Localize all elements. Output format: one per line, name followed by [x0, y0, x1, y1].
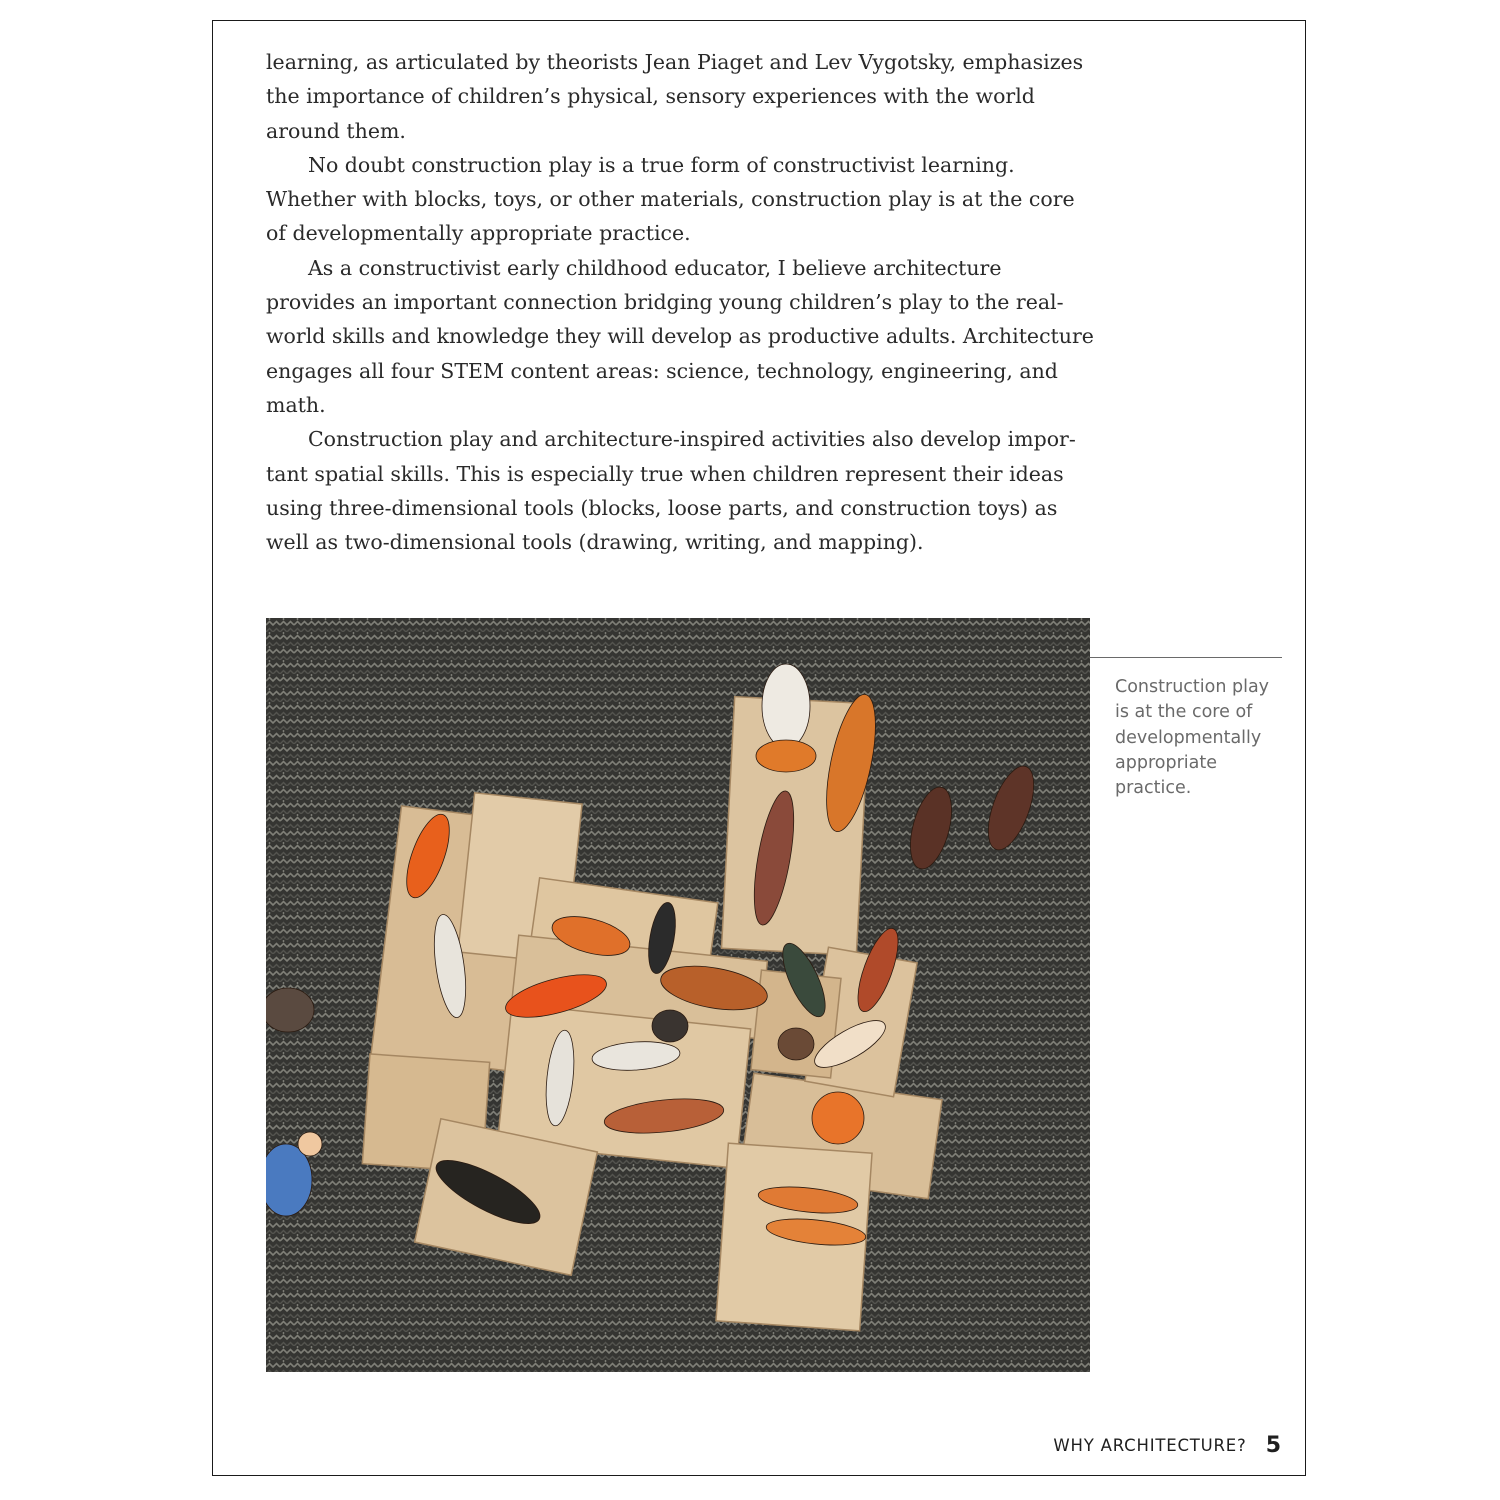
paragraph-4: Construction play and architecture-inspired activities also develop important spatial skills. This is especially true when children represent their ideas using three-dimensional tools (blocks, loose parts, and construction toys) as well as two-dimensional tools (drawing, writing, and mapping).: [266, 427, 1076, 555]
book-page: [212, 20, 1306, 1476]
body-text: [266, 45, 1096, 559]
photo-blocks-and-animals: [266, 618, 1090, 1372]
caption-rule: [1090, 657, 1282, 658]
photo-illustration: [266, 618, 1090, 1372]
paragraph-1: learning, as articulated by theorists Jean Piaget and Lev Vygotsky, emphasizes the importance of children’s physical, sensory experiences with the world around them.: [266, 50, 1084, 143]
photo-caption: Construction play is at the core of developmentally appropriate practice.: [1115, 677, 1270, 799]
paragraph-3: As a constructivist early childhood educator, I believe architecture provides an important connection bridging young children’s play to the real-world skills and knowledge they will develop as productive adults. Architecture engages all four STEM content areas: science, technology, engineering, and math.: [266, 255, 1094, 417]
paragraph-2: No doubt construction play is a true form of constructivist learning. Whether with blocks, toys, or other materials, construction play is at the core of developmentally appropriate practice.: [266, 152, 1075, 246]
running-footer: [1053, 1433, 1281, 1458]
page-number: 5: [1265, 1433, 1281, 1458]
footer-section-title: WHY ARCHITECTURE?: [1053, 1436, 1247, 1455]
